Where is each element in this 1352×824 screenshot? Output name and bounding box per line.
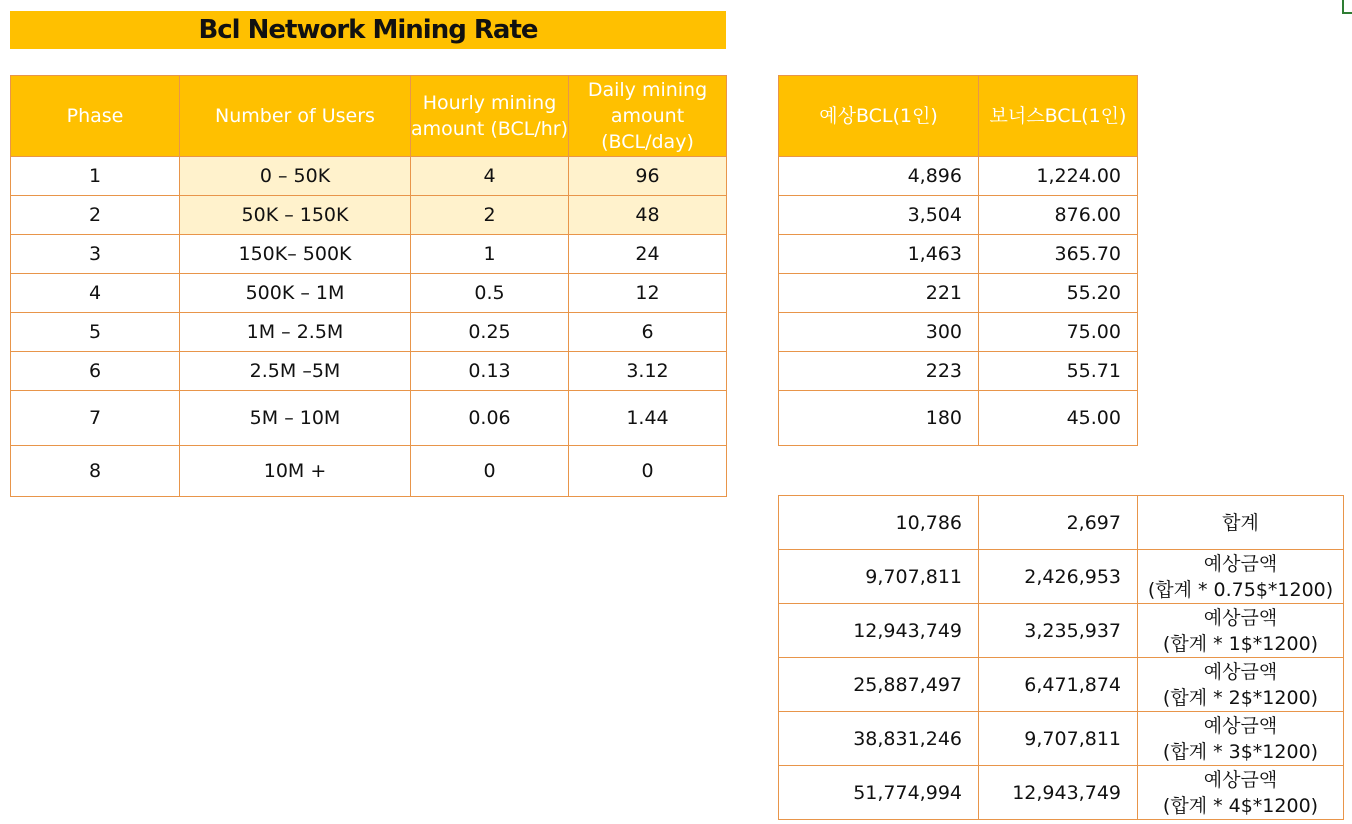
amount-a-cell: 38,831,246 — [779, 712, 979, 766]
amount-a-cell: 25,887,497 — [779, 658, 979, 712]
table-row — [11, 196, 727, 235]
table-row — [11, 352, 727, 391]
summary-formula: (합계 * 2$*1200) — [1162, 686, 1319, 709]
table-row — [779, 352, 1138, 391]
table-row — [11, 274, 727, 313]
summary-label-cell — [1138, 496, 1344, 550]
summary-label: 예상금액 — [1203, 768, 1278, 791]
summary-label: 합계 — [1222, 511, 1259, 534]
daily-cell: 24 — [569, 235, 727, 274]
amount-b-cell: 12,943,749 — [979, 766, 1138, 820]
phase-cell: 3 — [11, 235, 180, 274]
table-row — [11, 391, 727, 446]
table-row — [779, 550, 1344, 604]
header-bonus-bcl: 보너스BCL(1인) — [979, 76, 1138, 157]
total-expected-cell: 10,786 — [779, 496, 979, 550]
summary-formula: (합계 * 3$*1200) — [1162, 740, 1319, 763]
hourly-cell: 0.5 — [411, 274, 569, 313]
summary-formula: (합계 * 4$*1200) — [1162, 794, 1319, 817]
amount-b-cell: 3,235,937 — [979, 604, 1138, 658]
hourly-cell: 0.06 — [411, 391, 569, 446]
summary-label-cell — [1138, 712, 1344, 766]
bonus-bcl-cell: 55.20 — [979, 274, 1138, 313]
amount-a-cell: 51,774,994 — [779, 766, 979, 820]
hourly-cell: 0.13 — [411, 352, 569, 391]
daily-cell: 12 — [569, 274, 727, 313]
corner-mark — [1342, 0, 1352, 14]
summary-formula: (합계 * 0.75$*1200) — [1147, 578, 1334, 601]
bonus-bcl-cell: 365.70 — [979, 235, 1138, 274]
daily-cell: 1.44 — [569, 391, 727, 446]
phase-cell: 8 — [11, 446, 180, 497]
total-bonus-cell: 2,697 — [979, 496, 1138, 550]
summary-label: 예상금액 — [1203, 606, 1278, 629]
expected-bcl-cell: 4,896 — [779, 157, 979, 196]
amount-b-cell: 9,707,811 — [979, 712, 1138, 766]
table-row — [779, 391, 1138, 446]
hourly-cell: 2 — [411, 196, 569, 235]
table-row — [779, 235, 1138, 274]
table-row — [779, 313, 1138, 352]
users-cell: 50K – 150K — [180, 196, 411, 235]
header-hourly: Hourly mining amount (BCL/hr) — [411, 76, 569, 157]
phase-cell: 7 — [11, 391, 180, 446]
bonus-bcl-cell: 55.71 — [979, 352, 1138, 391]
table-row — [779, 712, 1344, 766]
expected-bcl-cell: 223 — [779, 352, 979, 391]
expected-bcl-cell: 1,463 — [779, 235, 979, 274]
daily-cell: 3.12 — [569, 352, 727, 391]
bonus-bcl-cell: 45.00 — [979, 391, 1138, 446]
daily-cell: 6 — [569, 313, 727, 352]
summary-table — [778, 495, 1344, 820]
table-row — [779, 274, 1138, 313]
amount-b-cell: 6,471,874 — [979, 658, 1138, 712]
phase-cell: 2 — [11, 196, 180, 235]
table-row — [779, 604, 1344, 658]
users-cell: 10M + — [180, 446, 411, 497]
users-cell: 5M – 10M — [180, 391, 411, 446]
table-row — [779, 658, 1344, 712]
summary-label-cell — [1138, 766, 1344, 820]
summary-label-cell — [1138, 550, 1344, 604]
amount-b-cell: 2,426,953 — [979, 550, 1138, 604]
phase-cell: 1 — [11, 157, 180, 196]
table-row — [779, 157, 1138, 196]
header-users: Number of Users — [180, 76, 411, 157]
summary-label: 예상금액 — [1203, 552, 1278, 575]
users-cell: 1M – 2.5M — [180, 313, 411, 352]
expected-bcl-cell: 180 — [779, 391, 979, 446]
users-cell: 500K – 1M — [180, 274, 411, 313]
hourly-cell: 0 — [411, 446, 569, 497]
bonus-bcl-cell: 1,224.00 — [979, 157, 1138, 196]
users-cell: 0 – 50K — [180, 157, 411, 196]
table-row — [11, 313, 727, 352]
summary-label: 예상금액 — [1203, 714, 1278, 737]
summary-label-cell — [1138, 658, 1344, 712]
expected-bcl-cell: 221 — [779, 274, 979, 313]
expected-bcl-cell: 3,504 — [779, 196, 979, 235]
users-cell: 150K– 500K — [180, 235, 411, 274]
table-row — [11, 446, 727, 497]
phase-cell: 5 — [11, 313, 180, 352]
hourly-cell: 0.25 — [411, 313, 569, 352]
table-row — [11, 235, 727, 274]
phase-cell: 6 — [11, 352, 180, 391]
header-expected-bcl: 예상BCL(1인) — [779, 76, 979, 157]
summary-label-cell — [1138, 604, 1344, 658]
amount-a-cell: 9,707,811 — [779, 550, 979, 604]
bonus-bcl-cell: 876.00 — [979, 196, 1138, 235]
summary-label: 예상금액 — [1203, 660, 1278, 683]
mining-rate-table — [10, 75, 727, 497]
daily-cell: 48 — [569, 196, 727, 235]
amount-a-cell: 12,943,749 — [779, 604, 979, 658]
hourly-cell: 1 — [411, 235, 569, 274]
daily-cell: 96 — [569, 157, 727, 196]
users-cell: 2.5M –5M — [180, 352, 411, 391]
table-row — [779, 196, 1138, 235]
header-phase: Phase — [11, 76, 180, 157]
table-row — [779, 496, 1344, 550]
table-header-row — [11, 76, 727, 157]
bonus-bcl-cell: 75.00 — [979, 313, 1138, 352]
page-title: Bcl Network Mining Rate — [10, 11, 726, 49]
header-daily: Daily mining amount (BCL/day) — [569, 76, 727, 157]
table-row — [779, 766, 1344, 820]
phase-cell: 4 — [11, 274, 180, 313]
table-row — [11, 157, 727, 196]
daily-cell: 0 — [569, 446, 727, 497]
table-header-row — [779, 76, 1138, 157]
summary-formula: (합계 * 1$*1200) — [1162, 632, 1319, 655]
bonus-table — [778, 75, 1138, 446]
expected-bcl-cell: 300 — [779, 313, 979, 352]
hourly-cell: 4 — [411, 157, 569, 196]
